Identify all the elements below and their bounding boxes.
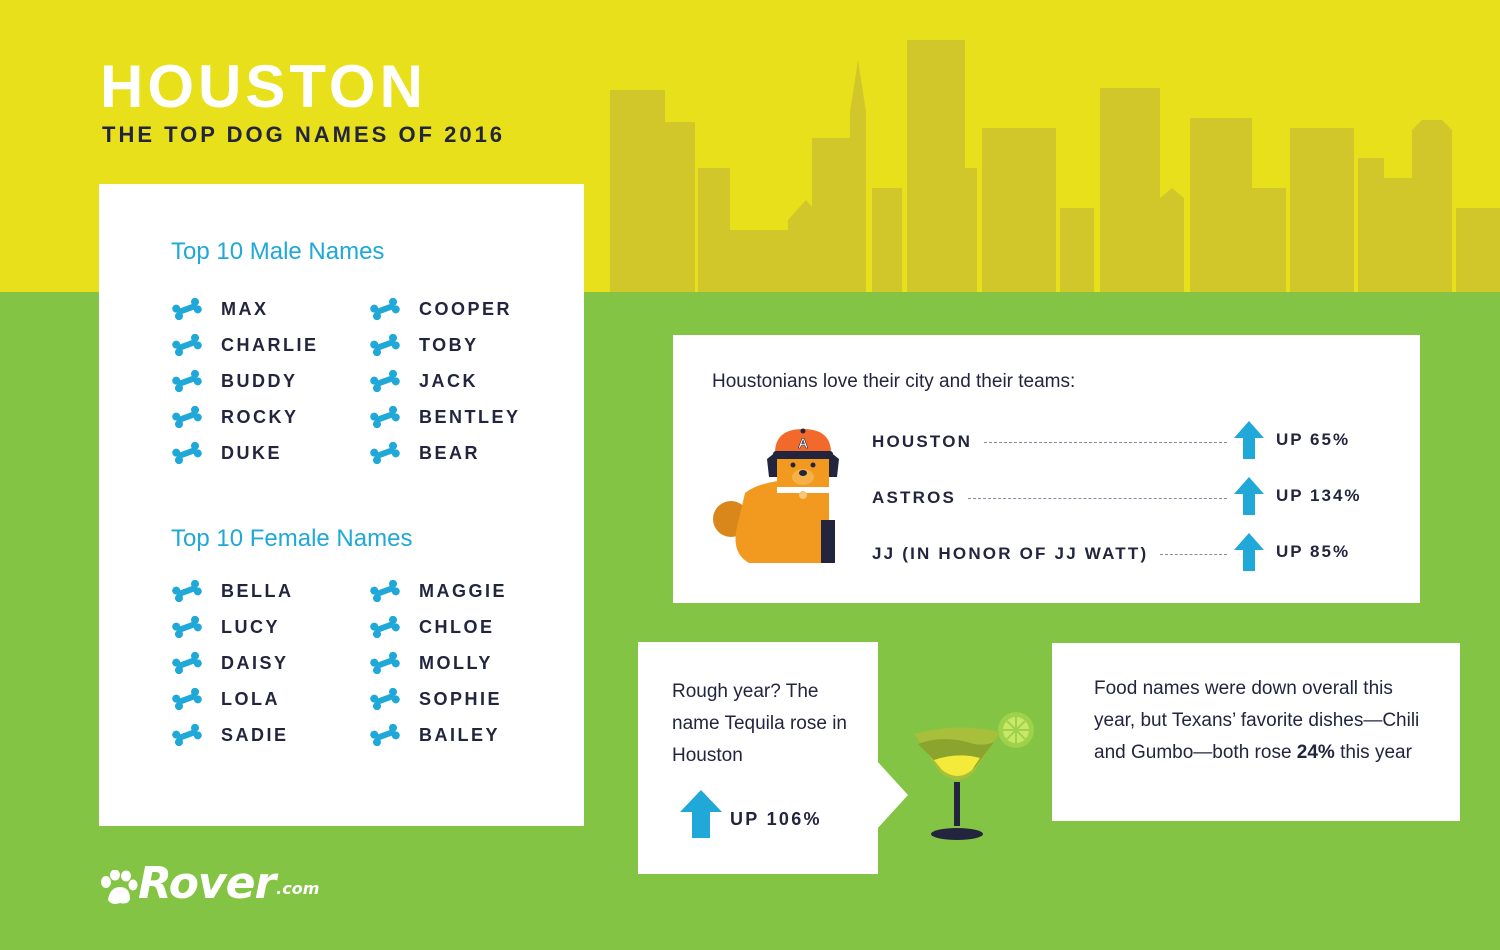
dog-bone-icon [172, 442, 202, 464]
dog-name-text: BUDDY [221, 370, 298, 391]
page-subtitle: THE TOP DOG NAMES OF 2016 [102, 122, 506, 147]
dotted-leader-line [968, 498, 1227, 499]
margarita-glass-icon [904, 708, 1036, 842]
dog-name-item [370, 650, 493, 676]
dog-name-text: LOLA [221, 688, 280, 709]
dog-name-text: LUCY [221, 616, 280, 637]
dog-name-item [172, 404, 299, 430]
team-row [872, 533, 1372, 573]
dog-name-item [172, 722, 289, 748]
dog-name-item [172, 578, 294, 604]
dog-bone-icon [172, 724, 202, 746]
dog-with-cap-illustration [711, 425, 851, 567]
dog-name-text: CHLOE [419, 616, 495, 637]
dog-name-text: MAX [221, 298, 269, 319]
dog-name-text: DUKE [221, 442, 283, 463]
dog-name-text: DAISY [221, 652, 289, 673]
dotted-leader-line [1160, 554, 1227, 555]
dog-bone-icon [172, 652, 202, 674]
dog-name-item [370, 404, 521, 430]
dog-name-item [172, 368, 298, 394]
dog-name-text: BENTLEY [419, 406, 521, 427]
team-name-label: HOUSTON [872, 432, 978, 452]
paw-print-icon [98, 870, 138, 906]
cap-letter: A [797, 435, 809, 451]
dog-name-item [370, 578, 507, 604]
team-row [872, 421, 1372, 461]
logo-wordmark: Rover [138, 858, 276, 909]
food-text-after: this year [1334, 742, 1412, 763]
dog-name-item [172, 650, 289, 676]
dog-name-item [370, 686, 502, 712]
city-skyline-illustration [580, 30, 1500, 292]
dog-bone-icon [172, 580, 202, 602]
food-names-card [1052, 643, 1460, 821]
food-text-before: Food names were down overall this year, but Texans’ favorite dishes—Chili and Gumbo—both rose [1094, 678, 1420, 763]
dog-name-item [172, 686, 280, 712]
tequila-text: Rough year? The name Tequila rose in Houston [672, 681, 847, 766]
dog-name-item [172, 296, 269, 322]
team-change-value: UP 65% [1276, 430, 1351, 449]
dog-bone-icon [172, 688, 202, 710]
top-names-card [99, 184, 584, 826]
up-arrow-icon [1234, 533, 1264, 571]
dog-bone-icon [370, 442, 400, 464]
dog-name-item [370, 722, 500, 748]
dog-bone-icon [370, 616, 400, 638]
dog-bone-icon [370, 406, 400, 428]
dog-bone-icon [172, 406, 202, 428]
dog-bone-icon [172, 334, 202, 356]
dog-name-item [370, 614, 495, 640]
team-name-label: ASTROS [872, 488, 962, 508]
food-highlight-percent: 24% [1296, 742, 1335, 763]
dog-name-text: MOLLY [419, 652, 493, 673]
tequila-change-value: UP 106% [730, 809, 822, 829]
logo-domain: .com [276, 879, 320, 898]
dog-bone-icon [370, 652, 400, 674]
dog-name-item [172, 332, 319, 358]
dog-bone-icon [172, 370, 202, 392]
dog-name-item [370, 368, 478, 394]
dog-name-item [370, 296, 512, 322]
dog-name-text: TOBY [419, 334, 479, 355]
dog-bone-icon [370, 580, 400, 602]
dog-name-item [172, 614, 280, 640]
dog-name-item [370, 440, 480, 466]
dotted-leader-line [984, 442, 1227, 443]
team-name-label: JJ (IN HONOR OF JJ WATT) [872, 544, 1154, 564]
team-change-value: UP 85% [1276, 542, 1351, 561]
page-title: HOUSTON [100, 53, 427, 120]
team-row [872, 477, 1372, 517]
dog-bone-icon [172, 298, 202, 320]
dog-name-text: JACK [419, 370, 479, 391]
dog-name-text: SOPHIE [419, 688, 503, 709]
male-names-heading: Top 10 Male Names [171, 238, 385, 265]
dog-name-text: SADIE [221, 724, 289, 745]
dog-bone-icon [370, 298, 400, 320]
dog-bone-icon [370, 334, 400, 356]
female-names-heading: Top 10 Female Names [171, 525, 413, 552]
dog-bone-icon [370, 370, 400, 392]
teams-card [673, 335, 1420, 603]
food-text [1094, 673, 1434, 769]
up-arrow-icon [680, 790, 722, 838]
dog-name-item [172, 440, 282, 466]
dog-name-text: BAILEY [419, 724, 501, 745]
dog-bone-icon [370, 724, 400, 746]
dog-name-text: BELLA [221, 580, 294, 601]
up-arrow-icon [1234, 421, 1264, 459]
dog-bone-icon [172, 616, 202, 638]
rover-logo[interactable] [98, 858, 320, 909]
dog-bone-icon [370, 688, 400, 710]
dog-name-text: COOPER [419, 298, 513, 319]
teams-intro-text: Houstonians love their city and their teams: [712, 371, 1076, 392]
tequila-card [638, 642, 878, 874]
team-change-value: UP 134% [1276, 486, 1362, 505]
dog-name-text: BEAR [419, 442, 481, 463]
up-arrow-icon [1234, 477, 1264, 515]
dog-name-item [370, 332, 479, 358]
dog-name-text: ROCKY [221, 406, 299, 427]
dog-name-text: CHARLIE [221, 334, 319, 355]
dog-name-text: MAGGIE [419, 580, 508, 601]
